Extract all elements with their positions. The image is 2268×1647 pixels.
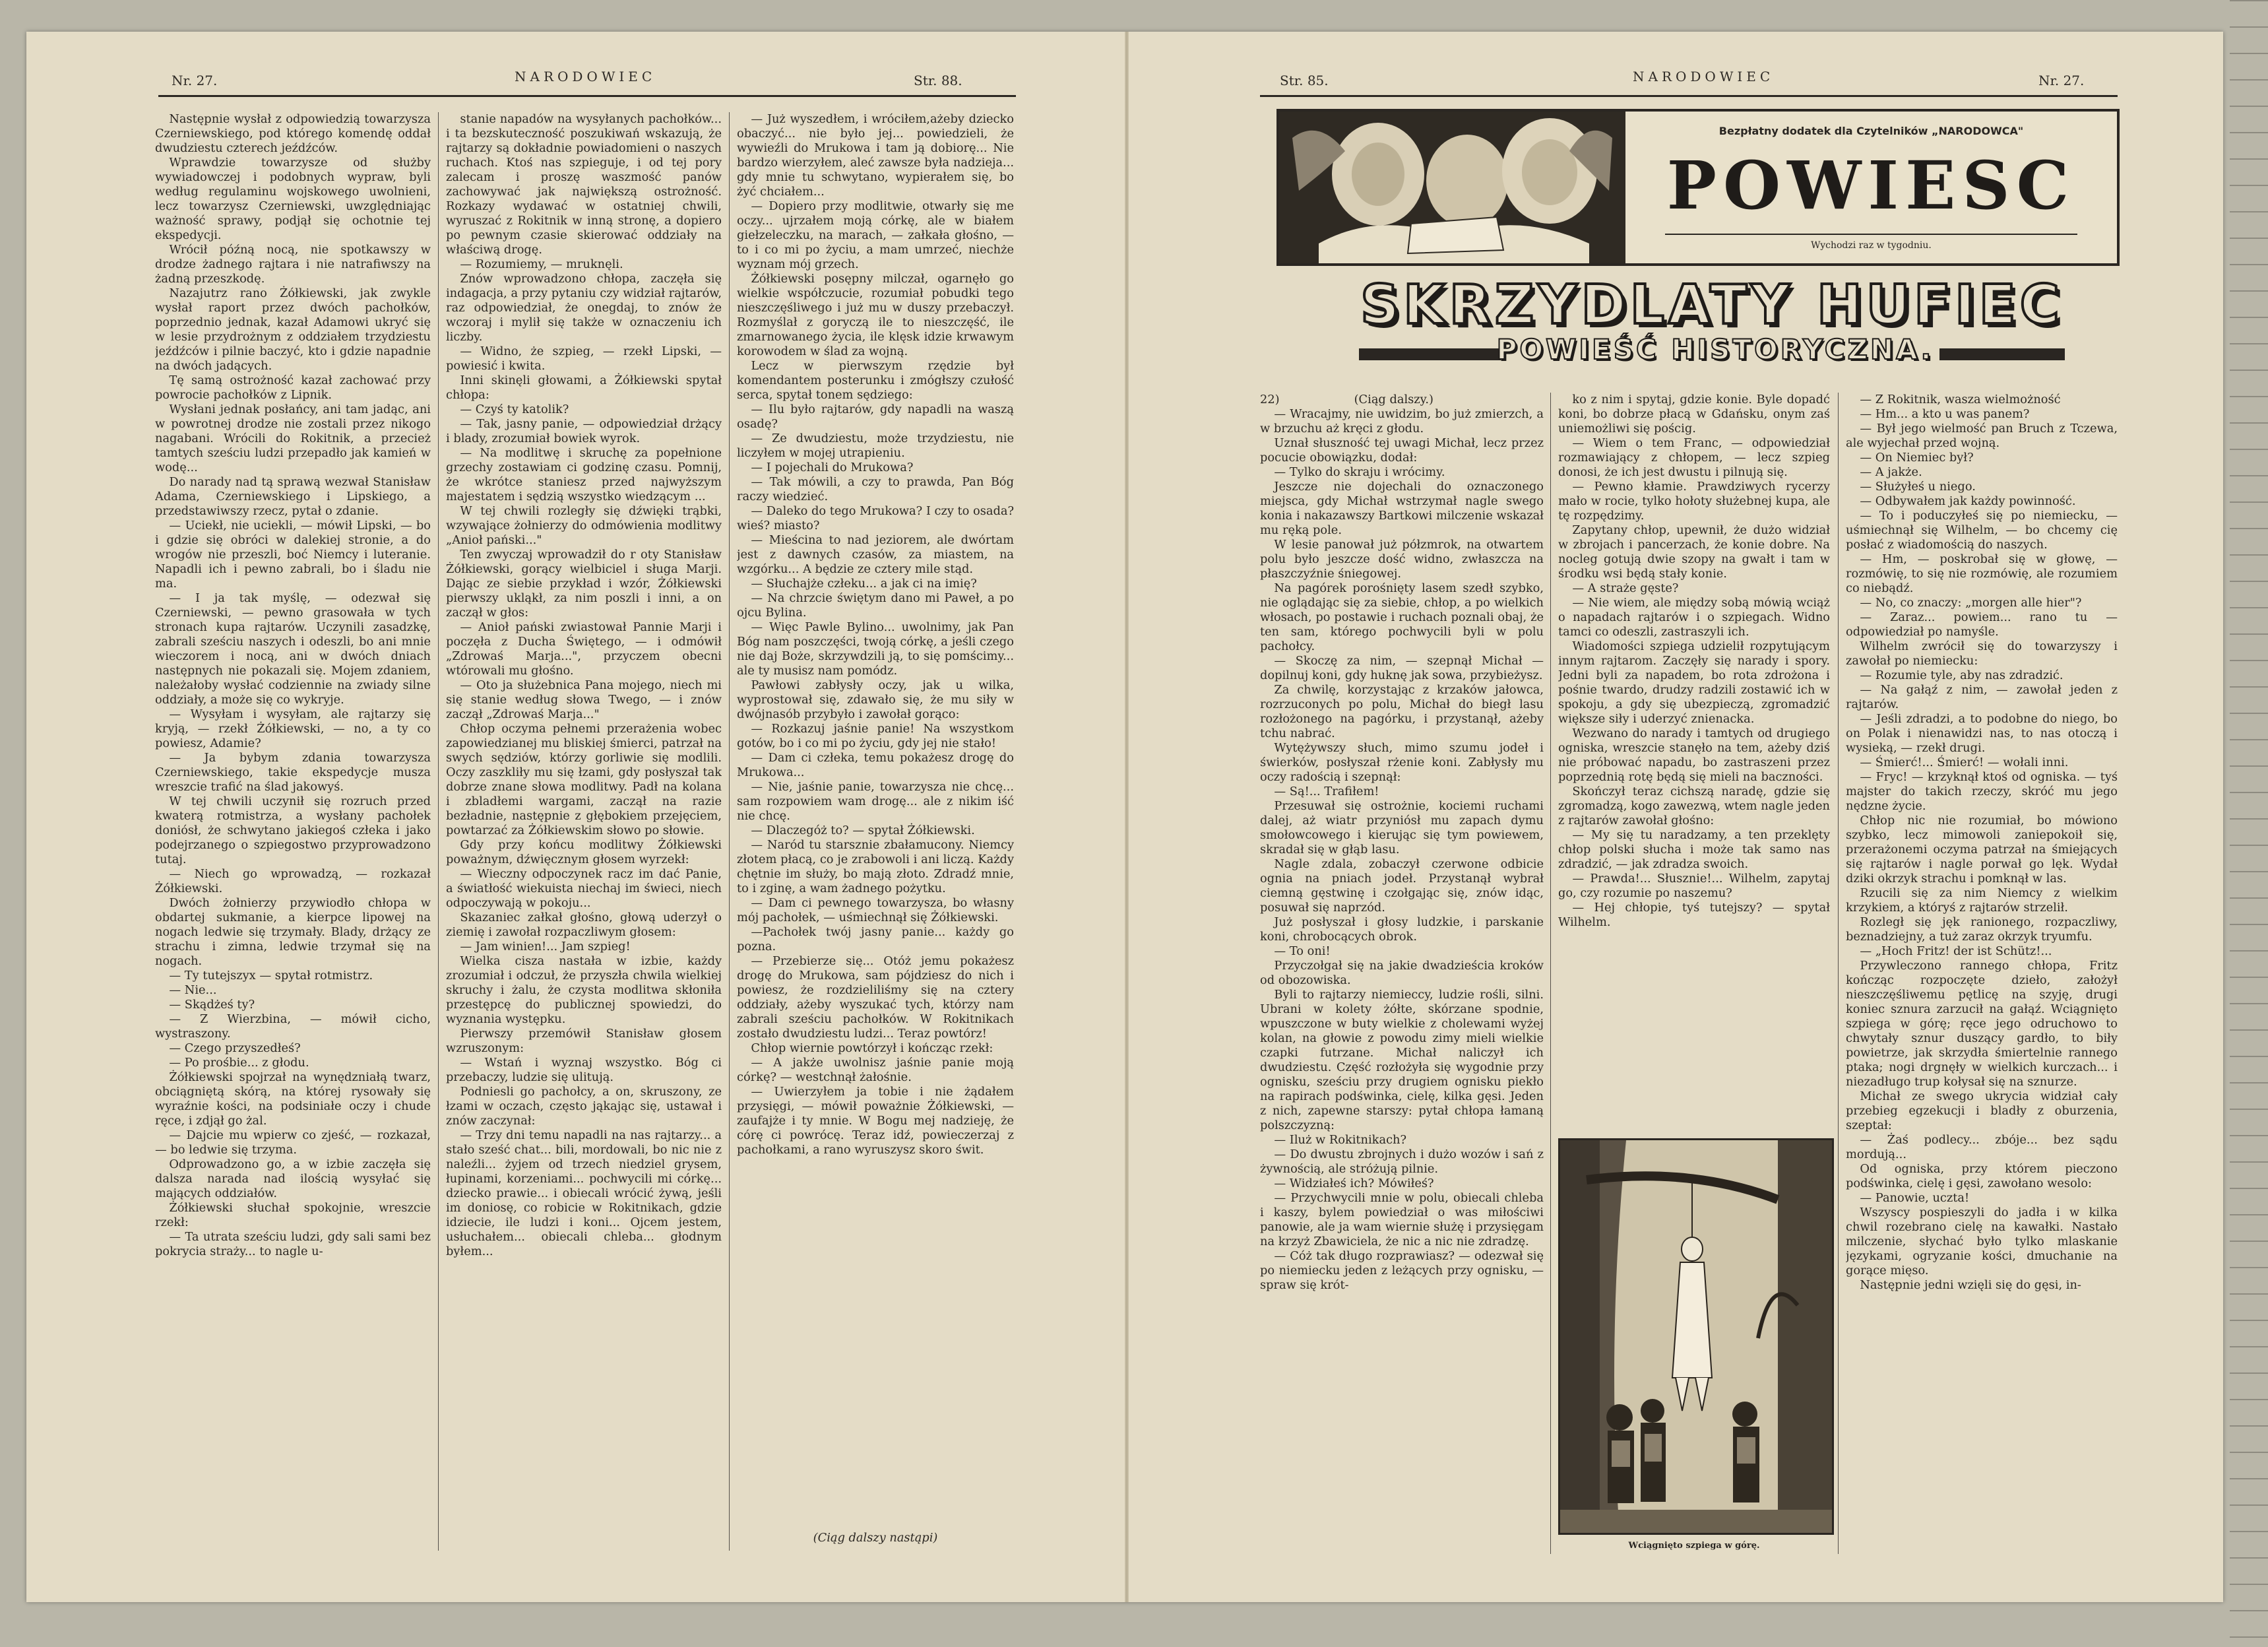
right-col1-paragraph: — Iluż w Rokitnikach? — [1274, 1133, 1407, 1147]
right-col3-paragraph: Przywleczono rannego chłopa, Fritz kończąc rozpoczęte dzieło, założył nieszczęśliwemu pętlicę na szyję, drugi koniec sznura zarzucił na gałąź. Wciągnięto szpiega w górę; ręce jego odruchowo to chwytały sznur duszący gardło, to biły powietrze, jak skrzydła śmiertelnie rannego ptaka; nogi drgnęły w wielkich kurczach... i niezadługo trup kołysał się na sznurze. — [1846, 959, 2118, 1089]
right-col3-paragraph: — Śmierć!... Śmierć! — wołali inni. — [1860, 756, 2069, 769]
right-col3-paragraph: Następnie jedni wzięli się do gęsi, in- — [1860, 1278, 2081, 1292]
left-col1-paragraph: — I ja tak myślę, — odezwał się Czerniewski, — pewno grasowała w tych stronach kupa rajtarów. Uczynili zasadzkę, zabrali sześciu naszych i odeszli, bo ani mnie wieczorem i nocą, ani w dwóch dniach następnych nie pokazali się. Mojem zdaniem, należałoby wysłać codziennie na zwiady silne oddziały, a może się co wykryje. — [155, 591, 431, 707]
right-col2-paragraph: — Hej chłopie, tyś tutejszy? — spytał Wilhelm. — [1558, 901, 1830, 929]
right-col3-paragraph: Rzucili się za nim Niemcy z wielkim krzykiem, a któryś z rajtarów strzelił. — [1846, 886, 2118, 915]
left-col2-paragraph: — Wstań i wyznaj wszystko. Bóg ci przebaczy, ludzie się ulitują. — [446, 1056, 722, 1084]
right-col3-paragraph: — „Hoch Fritz! der ist Schütz!... — [1860, 944, 2052, 958]
left-col3-paragraph: Lecz w pierwszym rzędzie był komendantem posterunku i zmógłszy czułość serca, spytał tonem sędziego: — [737, 359, 1014, 402]
left-col2-paragraph: — Oto ja służebnica Pana mojego, niech mi się stanie według słowa Twego, — i znów zaczął „Zdrowaś Marja..." — [446, 678, 722, 721]
left-paper-name: NARODOWIEC — [515, 69, 656, 84]
right-col1-paragraph: Za chwilę, korzystając z krzaków jałowca, rozrzuconych po polu, Michał do biegł lasu rozłożonego na pagórku, i przystanął, ażeby tchu nabrać. — [1260, 683, 1544, 740]
right-col2-paragraph: — Wiem o tem Franc, — odpowiedział rozmawiający z chłopem, — lecz szpieg donosi, że ich jest dwustu i pilnują się. — [1558, 436, 1830, 479]
left-col1-paragraph: — Dajcie mu wpierw co zjeść, — rozkazał, — bo ledwie się trzyma. — [155, 1128, 431, 1157]
right-col1-paragraph: Jeszcze nie dojechali do oznaczonego miejsca, gdy Michał wstrzymał nagle swego konia i nakazawszy Bartkowi milczenie wskazał mu ręką pole. — [1260, 480, 1544, 537]
left-col2-paragraph: Chłop oczyma pełnemi przerażenia wobec zapowiedzianej mu bliskiej śmierci, patrzał na swych sędziów, którzy gorliwie się modlili. Oczy zaszkliły mu się łzami, gdy posłyszał tak dobrze znane słowa modlitwy. Padł na kolana i zbladłemi wargami, zaczął na razie bezładnie, następnie z głębokiem przejęciem, powtarzać za Żółkiewskim słowo po słowie. — [446, 722, 722, 837]
left-col2-paragraph: Pierwszy przemówił Stanisław głosem wzruszonym: — [446, 1027, 722, 1055]
right-column-1-body — [1260, 407, 1544, 1293]
left-col3-paragraph: — Ze dwudziestu, może trzydziestu, nie liczyłem w mojej utrapieniu. — [737, 432, 1014, 460]
left-col1-paragraph: — Ta utrata sześciu ludzi, gdy sali sami bez pokrycia straży... to nagle u- — [155, 1230, 431, 1258]
left-column-2 — [446, 112, 722, 1554]
left-page-header — [158, 49, 1016, 97]
right-col1-paragraph: — Skoczę za nim, — szepnął Michał — dopilnuj koni, gdy huknę jak sowa, przybieżysz. — [1260, 654, 1544, 682]
left-col1-paragraph: — Niech go wprowadzą, — rozkazał Żółkiewski. — [155, 867, 431, 895]
right-col1-paragraph: — Przychwycili mnie w polu, obiecali chleba i kaszy, bylem powiedział o was miłościwi panowie, ale ja wam wiernie służę i przysięgam na krzyż Zbawiciela, że nic a nic nie zdradzę. — [1260, 1191, 1544, 1248]
continued-text: (Ciąg dalszy nastąpi) — [813, 1531, 938, 1545]
right-col3-paragraph: — Z Rokitnik, wasza wielmożność — [1860, 393, 2061, 406]
right-col3-paragraph: — On Niemiec był? — [1860, 451, 1974, 465]
right-col1-paragraph: — Cóż tak długo rozprawiasz? — odezwał się po niemiecku jeden z leżących przy ognisku, — spraw się krót- — [1260, 1249, 1544, 1292]
left-col3-paragraph: Chłop wiernie powtórzył i kończąc rzekł: — [751, 1041, 993, 1055]
column-rule — [438, 112, 439, 1551]
left-col1-paragraph: — Wysyłam i wysyłam, ale rajtarzy się kryją, — rzekł Żółkiewski, — no, a ty co powiesz, Adamie? — [155, 707, 431, 750]
right-col3-paragraph: — Służyłeś u niego. — [1860, 480, 1976, 494]
column-rule — [1838, 393, 1839, 1554]
left-col2-paragraph: Wielka cisza nastała w izbie, każdy zrozumiał i odczuł, że przyszła chwila wielkiej skruchy i żalu, że czysta modlitwa skłoniła przestępcę do publicznej spowiedzi, do wyznania występku. — [446, 954, 722, 1026]
right-col2-paragraph: Wiadomości szpiega udzielił rozpytującym innym rajtarom. Zaczęły się narady i spory. Jedni byli za napadem, bo rota zdrożona i pośnie twardo, drudzy radzili zostawić ich w spokoju, a gdy się ubezpieczą, zgromadzić większe siły i uderzyć znienacka. — [1558, 639, 1830, 726]
right-col3-paragraph: — To i poduczyłeś się po niemiecku, — uśmiechnął się Wilhelm, — bo chcemy cię posłać z wiadomością do naszych. — [1846, 509, 2118, 552]
left-col1-paragraph: Tę samą ostrożność kazał zachować przy powrocie pachołków z Lipnik. — [155, 373, 431, 402]
left-col2-paragraph: stanie napadów na wysyłanych pachołków... i ta bezskuteczność poszukiwań wskazują, że rajtarzy są dokładnie powiadomieni o naszych ruchach. Ktoś nas szpieguje, i od tej pory zalecam i proszę waszmość panów zachowywać jak największą ostrożność. Rozkazy wydawać w ostatniej chwili, wyruszać z Rokitnik w inną stronę, a dopiero po pewnym czasie skierować oddziały na właściwą drogę. — [446, 112, 722, 257]
left-col1-paragraph: — Skądżeś ty? — [169, 998, 255, 1012]
left-col1-paragraph: Dwóch żołnierzy przywiodło chłopa w obdartej sukmanie, a kierpce lipowej na nogach ledwie się trzymały. Blady, drżący ze strachu i zimna, ledwie trzymał się na nogach. — [155, 896, 431, 968]
right-col3-paragraph: — Jeśli zdradzi, a to podobne do niego, bo on Polak i nienawidzi nas, to nas otoczą i wysieką, — rzekł drugi. — [1846, 712, 2118, 755]
left-col2-paragraph: — Jam winien!... Jam szpieg! — [460, 940, 631, 953]
right-issue-number: Nr. 27. — [2038, 73, 2085, 88]
left-page-number: Str. 88. — [914, 73, 962, 88]
right-col1-paragraph: — Tylko do skraju i wrócimy. — [1274, 465, 1445, 479]
left-col3-paragraph: — Dlaczegóż to? — spytał Żółkiewski. — [751, 824, 975, 837]
left-col2-paragraph: W tej chwili rozległy się dźwięki trąbki, wzywające żołnierzy do odmówienia modlitwy „Anioł pański..." — [446, 504, 722, 547]
left-col3-paragraph: — Mieścina to nad jeziorem, ale dwórtam jest z dawnych czasów, za miastem, na wzgórku... A będzie ze cztery mile stąd. — [737, 533, 1014, 576]
right-col1-paragraph: — Widziałeś ich? Mówiłeś? — [1274, 1177, 1434, 1190]
left-col1-paragraph: — Ja bybym zdania towarzysza Czerniewskiego, takie ekspedycje musza wreszcie trafić na ślad jakowyś. — [155, 751, 431, 794]
right-col3-paragraph: — Hm, — poskrobał się w głowę, — rozmówię, to się nie rozmówię, ale rozumiem co niebądź. — [1846, 552, 2118, 595]
left-col2-paragraph: — Trzy dni temu napadli na nas rajtarzy... a stało sześć chat... bili, mordowali, bo nic nie z naleźli... żyjem od trzech niedziel grysem, łupinami, korzeniami... pochwycili mi córkę... dziecko prawie... i obiecali wrócić żywą, jeśli im doniosę, co robicie w Rokitnikach, gdzie idziecie, ile ludzi i koni... Ojcem jestem, usłuchałem... obiecali chleba... głodnym byłem... — [446, 1128, 722, 1258]
left-col1-paragraph: Następnie wysłał z odpowiedzią towarzysza Czerniewskiego, pod którego komendę oddał dwudziestu czterech jeźdźców. — [155, 112, 431, 155]
left-col2-paragraph: Podniesli go pachołcy, a on, skruszony, ze łzami w oczach, często jąkając się, ustawał i znów zaczynał: — [446, 1085, 722, 1128]
left-col2-paragraph: Znów wprowadzono chłopa, zaczęła się indagacja, a przy pytaniu czy widział rajtarów, raz odpowiedział, że onegdaj, to znów że wczoraj i mylił się także w oznaczeniu ich liczby. — [446, 272, 722, 344]
left-col1-paragraph: — Nie... — [169, 983, 217, 997]
left-col2-paragraph: — Widno, że szpieg, — rzekł Lipski, — powiesić i kwita. — [446, 344, 722, 373]
left-col3-paragraph: — Ilu było rajtarów, gdy napadli na waszą osadę? — [737, 403, 1014, 431]
installment-heading: 22) (Ciąg dalszy.) — [1260, 393, 1433, 406]
left-col1-paragraph: Żółkiewski spojrzał na wynędzniałą twarz, obciągniętą skórą, na której rysowały się wyraźnie kości, na podsiniałe oczy i chude ręce, i zdjął go żal. — [155, 1070, 431, 1128]
masthead-text-block — [1625, 112, 2117, 263]
right-col3-paragraph: — Na gałąź z nim, — zawołał jeden z rajtarów. — [1846, 683, 2118, 711]
left-col1-paragraph: Wrócił późną nocą, nie spotkawszy w drodze żadnego rajtara i nie natrafiwszy na żadną przeszkodę. — [155, 243, 431, 286]
left-col1-paragraph: Wysłani jednak posłańcy, ani tam jadąc, ani w powrotnej drodze nie zostali przez nikogo nagabani. Wrócili do Rokitnik, a przecież tamtych sześciu ludzi przepadło jak kamień w wodę... — [155, 403, 431, 474]
column-rule — [1550, 393, 1551, 1554]
right-page-header — [1260, 49, 2118, 97]
angels-reading-illustration — [1279, 112, 1625, 263]
left-col2-paragraph: — Wieczny odpoczynek racz im dać Panie, a światłość wiekuista niechaj im świeci, niech odpoczywają w pokoju... — [446, 867, 722, 910]
masthead-divider — [1665, 234, 2077, 235]
left-col1-paragraph: — Po prośbie... z głodu. — [169, 1056, 309, 1070]
left-col1-paragraph: — Czego przyszedłeś? — [169, 1041, 301, 1055]
right-col3-paragraph: — Odbywałem jak każdy powinność. — [1860, 494, 2076, 508]
right-col1-paragraph: Przesuwał się ostrożnie, kociemi ruchami dalej, aż wiatr przyniósł mu zapach dymu smołowcowego i kierując się tym powiewem, skradał się w głąb lasu. — [1260, 799, 1544, 856]
right-col3-paragraph: — Hm... a kto u was panem? — [1860, 407, 2030, 421]
left-col3-paragraph: — Daleko do tego Mrukowa? I czy to osada? wieś? miasto? — [737, 504, 1014, 533]
right-col3-paragraph: Chłop nic nie rozumiał, bo mówiono szybko, lecz mimowoli zaniepokoił się, przerażonemi oczyma patrzał na śmiejących się rajtarów i nagle porwał go lęk. Wydał dziki okrzyk strachu i pomknął w las. — [1846, 814, 2118, 886]
left-col3-paragraph: — A jakże uwolnisz jaśnie panie moją córkę? — westchnął żałośnie. — [737, 1056, 1014, 1084]
left-col2-paragraph: Inni skinęli głowami, a Żółkiewski spytał chłopa: — [446, 373, 722, 402]
left-col3-paragraph: —Pachołek twój jasny panie... każdy go pozna. — [737, 925, 1014, 953]
left-col3-paragraph: — Przebierze się... Otóż jemu pokażesz drogę do Mrukowa, sam pójdziesz do nich i powiesz, że rozdzieliliśmy się na cztery oddziały, ażeby wyszukać tych, którzy nam zabrali sześciu pachołków. W Rokitnikach zostało dwudziestu ludzi... Teraz powtórz! — [737, 954, 1014, 1041]
left-col2-paragraph: — Tak, jasny panie, — odpowiedział drżący i blady, zrozumiał bowiek wyrok. — [446, 417, 722, 445]
right-column-3 — [1846, 393, 2118, 1561]
novel-title: SKRZYDLATY HUFIEC — [1360, 274, 2063, 337]
left-col2-paragraph: — Czyś ty katolik? — [460, 403, 569, 416]
right-col1-paragraph: Na pagórek porośnięty lasem szedł szybko, nie oglądając się za siebie, chłop, a po wielkich włosach, po postawie i ruchach poznali obaj, że ten sam, którego pochwycili byli w polu pachołcy. — [1260, 581, 1544, 653]
column-rule — [729, 112, 730, 1551]
right-col1-paragraph: W lesie panował już półzmrok, na otwartem polu było jeszcze dość widno, zwłaszcza na płaszczyźnie śniegowej. — [1260, 538, 1544, 581]
novel-subtitle: POWIEŚĆ HISTORYCZNA. — [1496, 333, 1934, 366]
right-column-1 — [1260, 393, 1544, 1561]
right-col2-paragraph: — Nie wiem, ale między sobą mówią wciąż o napadach rajtarów i o szpiegach. Widno tamci co odeszli, zastraszyli ich. — [1558, 596, 1830, 639]
right-col3-paragraph: — Żaś podlecy... zbóje... bez sądu mordują... — [1846, 1133, 2118, 1161]
center-fold — [1125, 32, 1129, 1602]
right-col2-paragraph: ko z nim i spytaj, gdzie konie. Byle dopadć koni, bo dobrze płacą w Gdańsku, onym zaś uniemożliwi się pościg. — [1558, 393, 1830, 436]
left-col1-paragraph: Żółkiewski słuchał spokojnie, wreszcie rzekł: — [155, 1201, 431, 1229]
right-paper-name: NARODOWIEC — [1633, 69, 1775, 84]
right-col2-paragraph: — Prawda!... Słusznie!... Wilhelm, zapytaj go, czy rozumie po naszemu? — [1558, 872, 1830, 900]
left-col3-paragraph: — Słuchajże człeku... a jak ci na imię? — [751, 577, 977, 591]
right-col2-paragraph: Skończył teraz cichszą naradę, gdzie się zgromadzą, kogo zawezwą, wtem nagle jeden z rajtarów zawołał głośno: — [1558, 785, 1830, 827]
hanging-scene-illustration — [1558, 1138, 1834, 1535]
right-col3-paragraph: — Był jego wielmość pan Bruch z Tczewa, ale wyjechał przed wojną. — [1846, 422, 2118, 450]
hanging-scene-svg — [1560, 1140, 1832, 1533]
measuring-scale — [2230, 0, 2268, 1647]
right-col1-paragraph: Byli to rajtarzy niemieccy, ludzie rośli, silni. Ubrani w kolety żółte, skórzane spodnie, wpuszczone w buty wielkie z cholewami wyżej kolan, na głowie z powodu zimy mieli wielkie czapki futrzane. Michał naliczył ich dwudziestu. Część rozłożyła się wygodnie przy ognisku, sześciu przy drugiem ognisku piekło na rapirach podświnka, cielę, kilka gęsi. Jeden z nich, zapewne starszy: pytał chłopa łamaną polszczyzną: — [1260, 988, 1544, 1132]
right-col3-paragraph: — No, co znaczy: „morgen alle hier"? — [1860, 596, 2082, 610]
right-page-number: Str. 85. — [1280, 73, 1329, 88]
right-col2-paragraph: — Pewno kłamie. Prawdziwych rycerzy mało w rocie, tylko hołoty służebnej kupa, ale tę rozpędzimy. — [1558, 480, 1830, 523]
supplement-notice: Bezpłatny dodatek dla Czytelników „NARODOWCA" — [1718, 125, 2024, 137]
left-col2-paragraph: — Anioł pański zwiastował Pannie Marji i poczęła z Ducha Świętego, — i odmówił „Zdrowaś Marja...", przyczem obecni wtórowali mu głośno. — [446, 620, 722, 678]
angels-illustration-svg — [1279, 112, 1625, 263]
left-col3-paragraph: — Naród tu starsznie zbałamucony. Niemcy złotem płacą, co je zrabowoli i ani liczą. Każdy chętnie im służy, bo mają złoto. Zdradź mnie, to i zginę, a wam żadnego pożytku. — [737, 838, 1014, 895]
left-column-1 — [155, 112, 431, 1554]
right-col3-paragraph: Od ogniska, przy którem pieczono podświnka, cielę i gęsi, zawołano wesolo: — [1846, 1162, 2118, 1190]
left-issue-number: Nr. 27. — [172, 73, 218, 88]
left-col1-paragraph: Odprowadzono go, a w izbie zaczęła się dalsza narada nad ilością wysyłać się mających oddziałów. — [155, 1157, 431, 1200]
left-col3-paragraph: Żółkiewski posępny milczał, ogarnęło go wielkie współczucie, rozumiał pobudki tego nieszczęśliwego i już mu w duszy przebaczył. Rozmyślał z goryczą ile to nieszczęść, ile zmarnowanego życia, ile klęsk idzie krwawym korowodem w ślad za wojną. — [737, 272, 1014, 358]
right-col2-paragraph: Zapytany chłop, upewnił, że dużo widział w zbrojach i pancerzach, że konie dobre. Na nocleg gotują dwie szopy na gwałt i tam w środku wsi będą stały konie. — [1558, 523, 1830, 581]
left-col3-paragraph: — Dopiero przy modlitwie, otwarły się me oczy... ujrzałem moją córkę, ale w białem giełzeleczku, na marach, — załkała głośno, — to i co mi po życiu, a mam umrzeć, niechże wyznam mój grzech. — [737, 199, 1014, 271]
left-col3-paragraph: — Rozkazuj jaśnie panie! Na wszystkom gotów, bo i co mi po życiu, gdy jej nie stało! — [737, 722, 1014, 750]
left-col3-paragraph: Pawłowi zabłysły oczy, jak u wilka, wyprostował się, zdawało się, że mu siły w dwójnasób przybyło i zawołał gorąco: — [737, 678, 1014, 721]
left-col3-paragraph: — Dam ci człeka, temu pokażesz drogę do Mrukowa... — [737, 751, 1014, 779]
left-column-3 — [737, 112, 1014, 1528]
left-col3-paragraph: — I pojechali do Mrukowa? — [751, 461, 914, 474]
right-col3-paragraph: Rozległ się jęk ranionego, rozpaczliwy, beznadziejny, a tuż zaraz okrzyk tryumfu. — [1846, 915, 2118, 944]
left-col1-paragraph: Do narady nad tą sprawą wezwał Stanisław Adama, Czerniewskiego i Lipskiego, a przedstawiwszy rzecz, pytał o zdanie. — [155, 475, 431, 518]
right-col3-paragraph: — Fryc! — krzyknął ktoś od ogniska. — tyś majster do takich rzeczy, skróć mu jego nędzne życie. — [1846, 770, 2118, 813]
publication-frequency: Wychodzi raz w tygodniu. — [1811, 240, 1932, 251]
right-col1-paragraph: — To oni! — [1274, 944, 1331, 958]
right-column-2 — [1558, 393, 1830, 1128]
right-col1-paragraph: Już posłyszał i głosy ludzkie, i parskanie koni, chrobocących obrok. — [1260, 915, 1544, 944]
left-col1-paragraph: — Ty tutejszyx — spytał rotmistrz. — [169, 969, 373, 983]
left-col3-paragraph: — Tak mówili, a czy to prawda, Pan Bóg raczy wiedzieć. — [737, 475, 1014, 503]
right-col1-paragraph: — Są!... Trafiłem! — [1274, 785, 1379, 798]
powiesc-masthead — [1276, 109, 2120, 266]
right-col3-paragraph: — Panowie, uczta! — [1860, 1191, 1970, 1205]
right-col3-paragraph: — A jakże. — [1860, 465, 1922, 479]
right-col1-paragraph: Przyczołgał się na jakie dwadzieścia kroków od obozowiska. — [1260, 959, 1544, 987]
right-col1-paragraph: — Wracajmy, nie uwidzim, bo już zmierzch, a w brzuchu aż kręci z głodu. — [1260, 407, 1544, 436]
left-col1-paragraph: — Z Wierzbina, — mówił cicho, wystraszony. — [155, 1012, 431, 1041]
right-col3-paragraph: — Rozumie tyle, aby nas zdradzić. — [1860, 668, 2063, 682]
left-col2-paragraph: — Na modlitwę i skruchę za popełnione grzechy zostawiam ci godzinę czasu. Pomnij, że wkrótce staniesz przed najwyższym majestatem i sędzią wszystko wiedzącym ... — [446, 446, 722, 503]
left-col3-paragraph: — Już wyszedłem, i wróciłem,ażeby dziecko obaczyć... nie było jej... powiedzieli, że wywieźli do Mrukowa i tam ją dobiorę... Nie bardzo wierzyłem, aleć zawsze była nadzieja... gdy mnie tu schwytano, wypierałem się, bo żyć chciałem... — [737, 112, 1014, 199]
left-col1-paragraph: W tej chwili uczynił się rozruch przed kwaterą rotmistrza, a wysłany pachołek doniósł, że schwytano jakiegoś człeka i jako podejrzanego o szpiegostwo przyprowadzono tutaj. — [155, 794, 431, 866]
right-col1-paragraph: Uznał słuszność tej uwagi Michał, lecz przez pocucie obowiązku, dodał: — [1260, 436, 1544, 465]
right-col1-paragraph: Wytężywszy słuch, mimo szumu jodeł i świerków, posłyszał rżenie koni. Zabłysły mu oczy radością i szepnął: — [1260, 741, 1544, 784]
left-col2-paragraph: Skazaniec załkał głośno, głową uderzył o ziemię i zawołał rozpaczliwym głosem: — [446, 911, 722, 939]
left-col1-paragraph: Wprawdzie towarzysze od służby wywiadowczej i podobnych wypraw, byli według regulaminu wojskowego uwolnieni, lecz towarzysz Czerniewski, uwzględniając ważność sprawy, podjął się ochotnie tej ekspedycji. — [155, 156, 431, 242]
left-col1-paragraph: Nazajutrz rano Żółkiewski, jak zwykle wysłał raport przez dwóch pachołków, poprzednio jednak, kazał Adamowi ukryć się w lesie przydrożnym z oddziałem trzydziestu jeźdźców i pilnie baczyć, kto i gdzie napadnie na dwóch jadących. — [155, 286, 431, 373]
masthead-title: POWIESC — [1666, 146, 2076, 224]
right-col3-paragraph: Michał ze swego ukrycia widział cały przebieg egzekucji i bladły z oburzenia, szeptał: — [1846, 1089, 2118, 1132]
left-col3-paragraph: — Dam ci pewnego towarzysza, bo własny mój pachołek, — uśmiechnął się Żółkiewski. — [737, 896, 1014, 924]
left-col3-paragraph: — Więc Pawle Bylino... uwolnimy, jak Pan Bóg nam poszczęści, twoją córkę, a jeśli czego nie daj Boże, skrzywdzili ją, to się pomścimy... ale ty musisz nam pomódz. — [737, 620, 1014, 678]
left-col3-paragraph: — Uwierzyłem ja tobie i nie żądałem przysięgi, — mówił poważnie Żółkiewski, — zaufajże i ty mnie. W Bogu mej nadzieję, że córę ci powrócę. Teraz idź, powieczerzaj z pachołkami, a rano wyruszysz skoro świt. — [737, 1085, 1014, 1157]
left-col2-paragraph: — Rozumiemy, — mruknęli. — [460, 257, 623, 271]
right-col3-paragraph: — Zaraz... powiem... rano tu — odpowiedział po namyśle. — [1846, 610, 2118, 639]
left-col3-paragraph: — Na chrzcie świętym dano mi Paweł, a po ojcu Bylina. — [737, 591, 1014, 620]
left-col2-paragraph: Gdy przy końcu modlitwy Żółkiewski poważnym, dźwięcznym głosem wyrzekł: — [446, 838, 722, 866]
left-col2-paragraph: Ten zwyczaj wprowadził do r oty Stanisław Żółkiewski, gorący wielbiciel i sługa Marji. Dając ze siebie przykład i wzór, Żółkiewski pierwszy ukląkł, za nim poszli i inni, a on zaczął w głos: — [446, 548, 722, 620]
right-col2-paragraph: — A straże gęste? — [1572, 581, 1679, 595]
right-col2-paragraph: Wezwano do narady i tamtych od drugiego ogniska, wreszcie stanęło na tem, ażeby dziś nie próbować napadu, bo zastraszeni przez poprzednią rotę będą się mieli na baczności. — [1558, 727, 1830, 784]
left-col1-paragraph: — Uciekł, nie uciekli, — mówił Lipski, — bo i gdzie się obróci w dalekiej stronie, a do wrogów nie przeszli, boć Niemcy i luteranie. Napadli ich i pewno zabrali, bo i śladu nie ma. — [155, 519, 431, 591]
illustration-caption: Wciągnięto szpiega w górę. — [1628, 1541, 1760, 1551]
left-col3-paragraph: — Nie, jaśnie panie, towarzysza nie chcę... sam rozpowiem wam drogę... ale z nikim iść nie chcę. — [737, 780, 1014, 823]
continued-notice — [737, 1531, 1014, 1551]
right-col3-paragraph: Wilhelm zwrócił się do towarzyszy i zawołał po niemiecku: — [1846, 639, 2118, 668]
right-col1-paragraph: Nagle zdala, zobaczył czerwone odbicie ognia na pniach jodeł. Przystanął wybrał ciemną gęstwinę i czołgając się, znów idąc, posuwał się naprzód. — [1260, 857, 1544, 915]
right-col1-paragraph: — Do dwustu zbrojnych i dużo wozów i sań z żywnością, ale stróżują pilnie. — [1260, 1147, 1544, 1176]
right-col3-paragraph: Wszyscy pospieszyli do jadła i w kilka chwil rozebrano cielę na kawałki. Nastało milczenie, słychać było tylko mlaskanie językami, ogryzanie kości, dmuchanie na gorące mięso. — [1846, 1206, 2118, 1277]
right-col2-paragraph: — My się tu naradzamy, a ten przeklęty chłop polski słucha i może tak samo nas zdradzić, — jak zdradza swoich. — [1558, 828, 1830, 871]
